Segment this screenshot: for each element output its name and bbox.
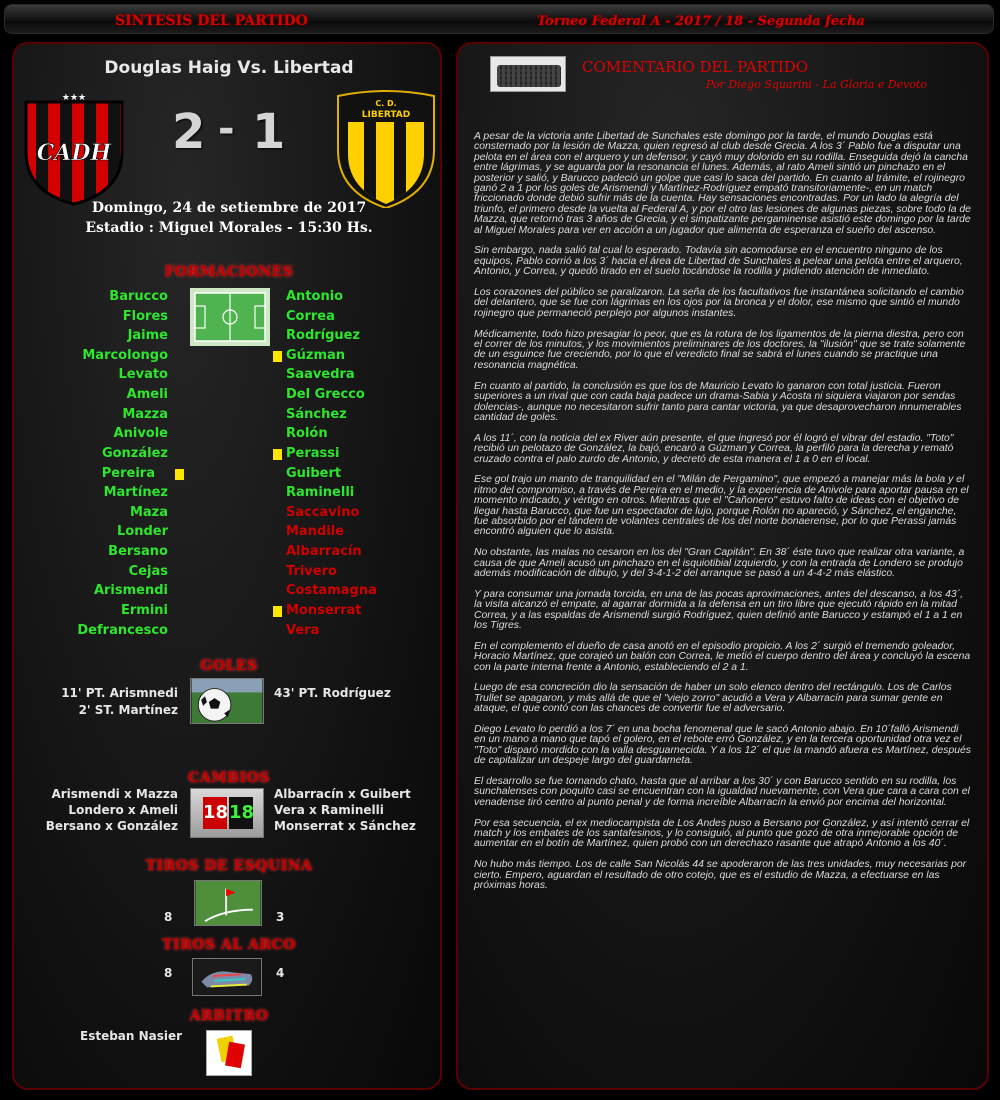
home-player: Anivole xyxy=(113,426,168,442)
lineups-title: FORMACIONES xyxy=(164,264,294,280)
referee-title: ARBITRO xyxy=(189,1008,269,1024)
away-player: Sánchez xyxy=(286,406,347,422)
commentary-paragraph: Ese gol trajo un manto de tranquilidad en el "Milán de Pergamino", que empezó a manejar más la bola y el ritmo del compromiso, a través de Pereira en el medio, y la experiencia de Anivole para aportar pausa en el momento indicado, y vértigo en otros. Mientras que el "Cañonero" estuvo falto de ideas con el objetivo de llegar hasta Barucco, que fue un espectador de lujo, porque Rolón no apareció, y Sánchez, el enganche, fue absorbido por el tándem de volantes centrales de los del norte bonaerense, por lo que Perassi jamás encontró alguien que lo asista. xyxy=(474,474,969,538)
commentary-paragraph: A los 11´, con la noticia del ex River aún presente, el que ingresó por él logró el vibrar del estadio. "Toto" recibió un pelotazo de González, la bajó, encaró a Gúzman y Correa, la perfiló para la derecha y remató cruzado contra el palo zurdo de Antonio, y decretó de esta manera el 1 a 0 en el local. xyxy=(474,432,954,465)
home-shots: 8 xyxy=(164,966,173,980)
away-player: Perassi xyxy=(286,445,340,461)
away-change-2: Vera x Raminelli xyxy=(274,803,384,817)
match-stadium: Estadio : Miguel Morales - 15:30 Hs. xyxy=(85,220,373,236)
home-goal-2: 2' ST. Martínez xyxy=(78,703,178,717)
away-player: Albarracín xyxy=(286,544,362,560)
shots-title: TIROS AL ARCO xyxy=(162,937,296,953)
away-player: Vera xyxy=(286,622,320,638)
keyboard-icon xyxy=(490,56,566,92)
commentary-paragraph: Por esa secuencia, el ex mediocampista de Los Andes puso a Bersano por González, y así intentó cerrar el match y los embates de los santafesinos, y lo consiguió, al punto que gozó de otra inmejorable opción de aumentar en el botín de Martínez, quien probó con un derechazo rasante que atrapó Antonio a los 40´. xyxy=(474,817,970,850)
commentary-paragraph: No obstante, las malas no cesaron en los del "Gran Capitán". En 38´ éste tuvo que realizar otra variante, a causa de que Ameli acusó un pinchazo en el isquiotibial izquierdo, y con la entrada de Londero se produjo además modificación de dibujo, y del 3-4-1-2 del arranque se pasó a un 4-4-2 más elástico. xyxy=(474,547,965,579)
commentary-paragraph: Y para consumar una jornada torcida, en una de las pocas aproximaciones, antes del descanso, a los 43´, la visita alcanzó el empate, al agarrar dormida a la defensa en un tiro libre que ejecutó rápido en la mitad Correa, y a las espaldas de Arismendi surgió Rodríguez, quien definió ante Barucco y estampó el 1 a 1 en los Tigres. xyxy=(474,588,964,631)
goals-title: GOLES xyxy=(200,658,258,674)
away-player: Rolón xyxy=(286,426,328,442)
home-player: Martínez xyxy=(103,485,168,501)
away-player: Monserrat xyxy=(286,602,362,618)
home-player: Mazza xyxy=(122,406,168,422)
home-change-1: Arismendi x Mazza xyxy=(51,787,178,801)
home-change-3: Bersano x González xyxy=(45,819,178,833)
yellow-card-icon xyxy=(273,606,282,617)
home-player: Ermini xyxy=(120,602,168,618)
away-player: Del Grecco xyxy=(286,387,365,403)
commentary-body xyxy=(474,132,971,902)
commentary-paragraph: No hubo más tiempo. Los de calle San Nicolás 44 se apoderaron de las tres unidades, muy necesarias por cierto. Empero, aguardan el resultado de otro cotejo, que es el estudio de Mazza, a efectuarse en las próximas horas. xyxy=(474,859,967,892)
commentary-paragraph: Diego Levato lo perdió a los 7´ en una bocha fenomenal que le sacó Antonio abajo. En 10´falló Arismendi en un mano a mano que tapó el golero, en el rebote erró González, y en la tercera oportunidad otra vez el "Toto" disparó mordido con la valla desguarnecida. Y a los 12´ el que la mandó afuera es Martínez, después de capitalizar un despeje largo del guardameta. xyxy=(474,723,972,767)
header-tournament: Torneo Federal A - 2017 / 18 - Segunda fecha xyxy=(537,14,865,29)
away-crest-name: LIBERTAD xyxy=(361,110,411,120)
away-player: Trivero xyxy=(286,563,337,579)
home-player: Londer xyxy=(116,524,168,540)
soccer-field-icon xyxy=(190,288,270,346)
home-player: Pereira xyxy=(101,465,155,481)
away-goal-1: 43' PT. Rodríguez xyxy=(274,686,391,700)
board-in-number: 18 xyxy=(229,797,253,829)
home-goal-1: 11' PT. Arismnedi xyxy=(61,686,178,700)
match-date: Domingo, 24 de setiembre de 2017 xyxy=(91,200,367,216)
away-change-3: Monserrat x Sánchez xyxy=(274,819,416,833)
commentary-paragraph: Médicamente, todo hizo presagiar lo peor, que es la rotura de los ligamentos de la pierna diestra, pero con el correr de los minutos, y los movimientos preliminares de los doctores, la "ilusión" que se trate solamente de un esguince fue creciendo, por lo que el veredicto final se sabrá el lunes cuando se practique una resonancia magnética. xyxy=(474,328,966,371)
home-player: Cejas xyxy=(128,563,168,579)
substitution-board-icon xyxy=(190,788,264,838)
commentary-title: COMENTARIO DEL PARTIDO xyxy=(582,58,809,76)
match-commentary-panel xyxy=(456,42,989,1090)
board-out-number: 18 xyxy=(203,797,227,829)
away-player: Antonio xyxy=(286,289,344,304)
away-player: Gúzman xyxy=(286,347,346,363)
away-player: Mandile xyxy=(286,524,344,540)
soccer-boot-icon xyxy=(192,958,262,996)
commentary-paragraph: En el complemento el dueño de casa anotó en el episodio propicio. A los 2´ surgió el tremendo goleador, Horacio Martínez, que corajeó un balón con Correa, le metió el cuerpo dentro del área y concluyó la escena con la parte interna frente a Antonio, estableciendo el 2 a 1. xyxy=(474,640,971,673)
away-change-1: Albarracín x Guibert xyxy=(274,787,411,801)
home-crest-text: CADH xyxy=(36,140,112,166)
away-player: Saccavino xyxy=(286,504,360,520)
away-crest-logo xyxy=(334,88,438,208)
away-corners: 3 xyxy=(276,910,285,924)
commentary-author: Por Diego Squarini - La Gloria e Devoto xyxy=(706,78,927,91)
home-change-2: Londero x Ameli xyxy=(68,803,178,817)
match-title: Douglas Haig Vs. Libertad xyxy=(104,58,354,78)
match-summary-panel xyxy=(12,42,442,1090)
home-player: Levato xyxy=(118,367,168,383)
commentary-paragraph: En cuanto al partido, la conclusión es que los de Mauricio Levato lo ganaron con total justicia. Fueron superiores a un rival que con cada baja padece un drama-Sabia y Acosta ni siquiera viajaron por sendas dolencias-, aunque no necesitaron sufrir tanto para cantar victoria, ya que desaprovecharon innumerables cantidad de goles. xyxy=(474,380,962,423)
home-player: Bersano xyxy=(108,544,168,560)
referee-cards-icon xyxy=(206,1030,252,1076)
referee-name: Esteban Nasier xyxy=(80,1029,183,1043)
away-player: Raminelli xyxy=(286,485,355,501)
header-title: SINTESIS DEL PARTIDO xyxy=(115,13,308,29)
away-score: 1 xyxy=(252,104,286,160)
home-player: Maza xyxy=(129,504,168,520)
home-player: González xyxy=(101,445,168,461)
yellow-card-icon xyxy=(273,351,282,362)
away-shots: 4 xyxy=(276,966,285,980)
header-bar xyxy=(4,4,994,34)
home-crest-stars: ★★★ xyxy=(61,93,87,103)
home-corners: 8 xyxy=(164,910,173,924)
commentary-paragraph: Luego de esa concreción dio la sensación de haber un solo elenco dentro del rectángulo. Los de Carlos Trullet se apagaron, y más allá de que el "viejo zorro" acudió a Vera y Albarracín para sumar gente en ataque, el que contó con las chances de convertir fue el adversario. xyxy=(474,682,952,715)
commentary-paragraph: Los corazones del público se paralizaron. La seña de los facultativos fue instantánea solicitando el cambio del delantero, que se fue con lágrimas en los ojos por la bronca y el dolor, ese mismo que sintió el mundo rojinegro que permaneció perplejo por algunos instantes. xyxy=(474,287,964,319)
away-player: Costamagna xyxy=(286,583,377,599)
home-player: Ameli xyxy=(126,387,168,403)
commentary-paragraph: El desarrollo se fue tornando chato, hasta que al arribar a los 30´ y con Barucco sentido en su rodilla, los sunchalenses con poquito casi se encuentran con la igualdad nuevamente, con Vera que cara a cara con el venadense tiró centro al punto penal y de forma increíble Albarracín la envió por encima del horizontal. xyxy=(474,776,970,808)
away-player: Rodríguez xyxy=(286,328,361,344)
commentary-paragraph: Sin embargo, nada salió tal cual lo esperado. Todavía sin acomodarse en el encuentro ninguno de los equipos, Pablo corrió a los 3´ hacia el área de Libertad de Sunchales a pelear una pelota entre el arquero, Antonio, y Correa, y quedó tirado en el suelo tocándose la rodilla y pidiendo atención de inmediato. xyxy=(474,245,963,278)
home-crest-logo xyxy=(22,92,126,206)
home-player: Arismendi xyxy=(93,583,168,599)
corners-title: TIROS DE ESQUINA xyxy=(145,858,313,874)
home-player: Barucco xyxy=(109,289,168,304)
corner-flag-icon xyxy=(194,880,262,926)
home-player: Flores xyxy=(122,308,168,324)
away-player: Guibert xyxy=(286,465,342,481)
home-player: Marcolongo xyxy=(82,347,168,363)
away-player: Saavedra xyxy=(286,367,355,383)
yellow-card-icon xyxy=(175,469,184,480)
home-player: Defrancesco xyxy=(77,622,168,638)
away-player: Correa xyxy=(286,308,335,324)
yellow-card-icon xyxy=(273,449,282,460)
changes-title: CAMBIOS xyxy=(188,770,270,786)
home-player: Jaime xyxy=(127,328,168,344)
away-crest-top: C. D. xyxy=(375,99,397,108)
home-score: 2 xyxy=(172,104,206,160)
soccer-ball-icon xyxy=(190,678,264,724)
commentary-paragraph: A pesar de la victoria ante Libertad de Sunchales este domingo por la tarde, el mundo Douglas está consternado por la lesión de Mazza, quien regresó al club desde Grecia. A los 3´ Pablo fue a disputar una pelota en el área con el arquero y un defensor, y cayó muy dolorido en su rodilla. Enseguida dejó la cancha entre lágrimas, y se aguarda por la resonancia el lunes. Además, al rato Ameli sintió un pinchazo en el posterior y salió, y Barucco padeció un golpe que casi lo saca del partido. En cuanto al trámite, el rojinegro ganó 2 a 1 por los goles de Arismendi y Martínez-Rodríguez empató transitoriamente-, en un match friccionado donde debió sufrir más de la cuenta. Hay sensaciones encontradas. Por un lado la alegría del triunfo, el primero desde la vuelta al Federal A, y por el otro las lesiones de algunas piezas, sobre todo la de Mazza, que retornó tras 3 años de Grecia, y el simpatizante pergaminense asistió este domingo por la tarde al Miguel Morales para ver en acción a un jugador que alimenta de esperanza el sueño del ascenso. xyxy=(474,131,971,236)
score-separator: - xyxy=(218,106,235,152)
